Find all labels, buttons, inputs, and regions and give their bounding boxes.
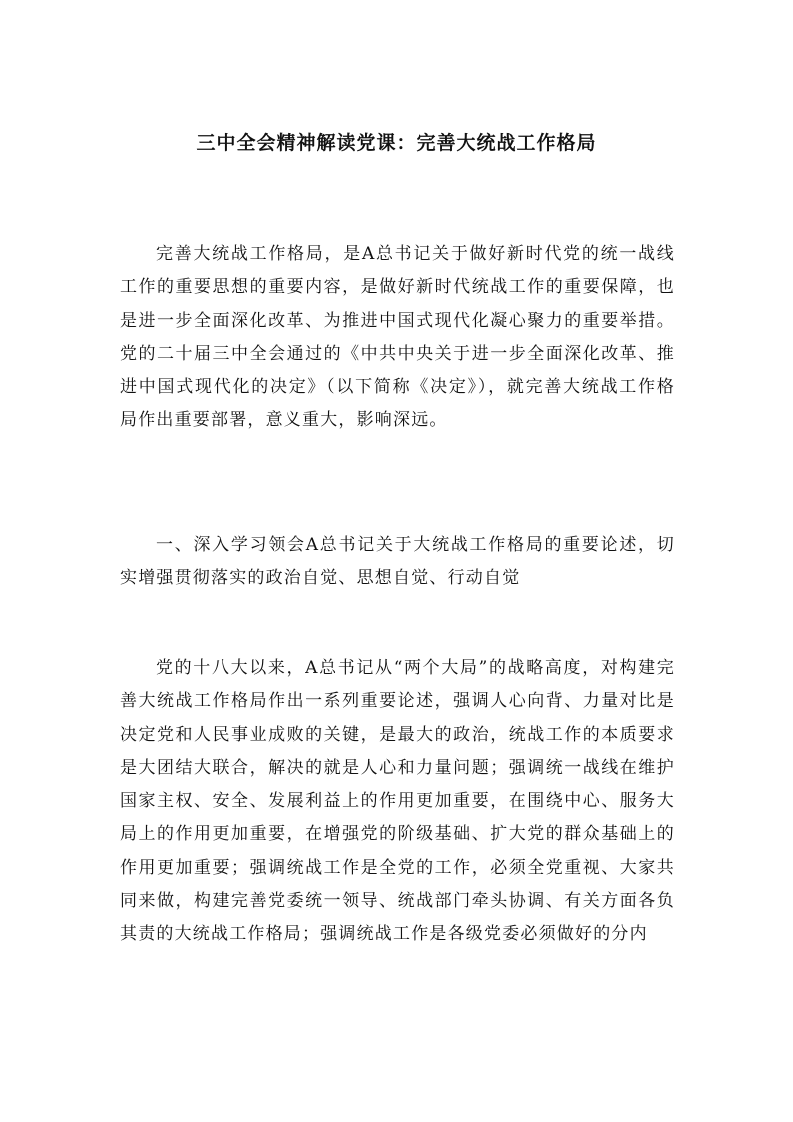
document-title: 三中全会精神解读党课：完善大统战工作格局 xyxy=(196,132,597,154)
body-paragraph: 党的十八大以来，A总书记从“两个大局”的战略高度，对构建完善大统战工作格局作出一系列重要论述，强调人心向背、力量对比是决定党和人民事业成败的关键，是最大的政治，统战工作的本质要求是大团结大联合，解决的就是人心和力量问题；强调统一战线在维护国家主权、安全、发展利益上的作用更加重要，在围绕中心、服务大局上的作用更加重要，在增强党的阶级基础、扩大党的群众基础上的作用更加重要；强调统战工作是全党的工作，必须全党重视、大家共同来做，构建完善党委统一领导、统战部门牵头协调、有关方面各负其责的大统战工作格局；强调统战工作是各级党委必须做好的分内 xyxy=(120,658,675,945)
section-heading: 一、深入学习领会A总书记关于大统战工作格局的重要论述，切实增强贯彻落实的政治自觉、思想自觉、行动自觉 xyxy=(120,535,675,589)
intro-paragraph: 完善大统战工作格局，是A总书记关于做好新时代党的统一战线工作的重要思想的重要内容，是做好新时代统战工作的重要保障，也是进一步全面深化改革、为推进中国式现代化凝心聚力的重要举措。党的二十届三中全会通过的《中共中央关于进一步全面深化改革、推进中国式现代化的决定》（以下简称《决定》），就完善大统战工作格局作出重要部署，意义重大，影响深远。 xyxy=(120,244,675,431)
